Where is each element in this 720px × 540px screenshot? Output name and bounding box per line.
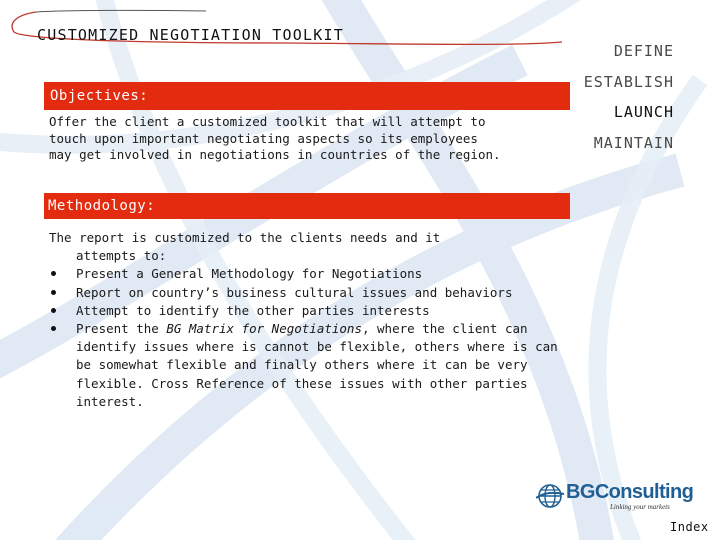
logo-bg-text: BG	[566, 481, 595, 503]
list-item-text: Report on country’s business cultural issues and behaviors	[76, 284, 513, 300]
bg-matrix-emphasis: BG Matrix for Negotiations	[166, 321, 362, 337]
methodology-lead-line: The report is customized to the clients needs and it	[49, 230, 441, 245]
methodology-lead	[49, 229, 569, 265]
list-item-text: , where the client can identify issues where is cannot be flexible, others where is can be somewhat flexible and finally others where it can be very flexible. Cross Reference of these issues with other parties interest.	[76, 321, 558, 409]
step-establish[interactable]: ESTABLISH	[583, 72, 674, 91]
bullet-icon	[51, 271, 56, 276]
list-item	[49, 320, 569, 411]
objectives-line: may get involved in negotiations in countries of the region.	[49, 147, 501, 162]
logo-wordmark	[566, 481, 693, 504]
bullet-icon	[51, 290, 56, 295]
list-item-text: Present the	[76, 321, 167, 337]
logo-consulting-text: Consulting	[594, 481, 694, 503]
step-launch[interactable]: LAUNCH	[613, 103, 674, 121]
methodology-list	[49, 265, 569, 411]
title-banner	[6, 6, 566, 52]
company-logo	[536, 481, 696, 515]
logo-tagline: Linking your markets	[610, 503, 670, 511]
bullet-icon	[51, 326, 56, 331]
list-item	[49, 302, 569, 320]
objectives-line: Offer the client a customized toolkit that will attempt to	[49, 114, 486, 129]
objectives-heading: Objectives:	[44, 82, 570, 110]
process-steps	[584, 36, 674, 158]
list-item-text: Attempt to identify the other parties interests	[76, 302, 430, 318]
objectives-text	[49, 114, 569, 164]
list-item-text: Present a General Methodology for Negotiations	[76, 266, 423, 282]
methodology-body	[49, 229, 569, 411]
slide-title: CUSTOMIZED NEGOTIATION TOOLKIT	[37, 26, 344, 44]
list-item	[49, 265, 569, 283]
step-maintain[interactable]: MAINTAIN	[593, 133, 674, 152]
methodology-lead-line: attempts to:	[76, 248, 167, 264]
index-link[interactable]: Index	[670, 520, 709, 534]
bullet-icon	[51, 308, 56, 313]
objectives-line: touch upon important negotiating aspects so its employees	[49, 130, 478, 146]
globe-icon	[536, 483, 564, 509]
methodology-heading: Methodology:	[44, 193, 570, 219]
list-item	[49, 284, 569, 302]
step-define[interactable]: DEFINE	[613, 42, 674, 60]
